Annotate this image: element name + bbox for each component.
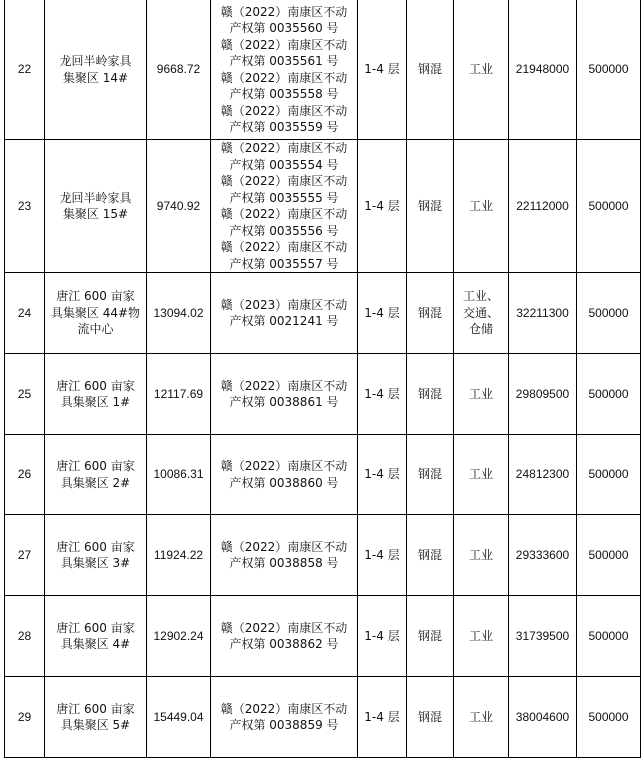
area-cell: 13094.02: [147, 273, 211, 354]
certificate-line: 赣（2023）南康区不动: [220, 297, 348, 312]
property-name-line: 龙回半岭家具: [59, 54, 132, 68]
usage-cell: [454, 596, 509, 677]
deposit-cell: 500000: [577, 354, 641, 435]
price-cell: 29333600: [509, 515, 577, 596]
row-number-cell: 23: [5, 140, 45, 273]
price-cell: 22112000: [509, 140, 577, 273]
usage-line: 工业: [468, 467, 493, 482]
structure-cell: 钢混: [407, 677, 454, 758]
certificate-line: 赣（2022）南康区不动: [220, 70, 348, 85]
area-cell: 9740.92: [147, 140, 211, 273]
certificate-line: 赣（2022）南康区不动: [220, 701, 348, 716]
certificate-line: 赣（2022）南康区不动: [220, 37, 348, 52]
property-name-line: 具集聚区 5#: [60, 718, 131, 732]
floors-cell: 1-4 层: [358, 0, 407, 140]
deposit-cell: 500000: [577, 273, 641, 354]
certificate-line: 产权第 0021241 号: [229, 314, 339, 328]
property-name-line: 龙回半岭家具: [59, 190, 132, 205]
table-row: [5, 677, 641, 758]
property-name-line: 唐江 600 亩家: [56, 701, 135, 716]
row-number-cell: 24: [5, 273, 45, 354]
table-row: [5, 0, 641, 140]
certificate-line: 产权第 0035561 号: [229, 54, 339, 68]
certificate-line: 产权第 0038858 号: [229, 556, 339, 570]
certificate-line: 产权第 0035560 号: [229, 21, 339, 35]
usage-line: 工业、: [462, 289, 499, 304]
structure-cell: 钢混: [407, 515, 454, 596]
structure-cell: 钢混: [407, 140, 454, 273]
structure-cell: 钢混: [407, 596, 454, 677]
usage-cell: [454, 354, 509, 435]
floors-cell: 1-4 层: [358, 354, 407, 435]
certificate-line: 赣（2022）南康区不动: [220, 207, 348, 221]
property-name-line: 唐江 600 亩家: [56, 459, 135, 473]
area-cell: 12117.69: [147, 354, 211, 435]
usage-line: 工业: [468, 547, 493, 562]
property-name-cell: [45, 140, 147, 273]
floors-cell: 1-4 层: [358, 596, 407, 677]
floors-cell: 1-4 层: [358, 140, 407, 273]
property-name-line: 唐江 600 亩家: [56, 378, 135, 393]
row-number-cell: 28: [5, 596, 45, 677]
certificate-line: 产权第 0038861 号: [229, 395, 339, 409]
certificate-line: 赣（2022）南康区不动: [220, 539, 348, 554]
price-cell: 38004600: [509, 677, 577, 758]
table-row: [5, 596, 641, 677]
structure-cell: 钢混: [407, 354, 454, 435]
property-name-line: 集聚区 15#: [62, 207, 129, 221]
area-cell: 12902.24: [147, 596, 211, 677]
usage-cell: [454, 273, 509, 354]
usage-line: 工业: [468, 709, 493, 724]
property-table: [4, 0, 641, 758]
floors-cell: 1-4 层: [358, 515, 407, 596]
property-name-line: 具集聚区 44#物: [50, 305, 141, 320]
certificate-line: 产权第 0038859 号: [229, 718, 339, 732]
structure-cell: 钢混: [407, 273, 454, 354]
certificate-cell: [211, 596, 358, 677]
property-name-line: 流中心: [77, 322, 114, 337]
row-number-cell: 25: [5, 354, 45, 435]
area-cell: 10086.31: [147, 435, 211, 515]
certificate-line: 赣（2022）南康区不动: [220, 240, 348, 254]
usage-line: 交通、: [462, 305, 499, 320]
property-name-line: 具集聚区 4#: [60, 637, 131, 651]
area-cell: 15449.04: [147, 677, 211, 758]
property-name-cell: [45, 0, 147, 140]
floors-cell: 1-4 层: [358, 273, 407, 354]
certificate-line: 产权第 0035559 号: [229, 120, 339, 134]
table-row: [5, 273, 641, 354]
certificate-cell: [211, 515, 358, 596]
property-name-line: 唐江 600 亩家: [56, 289, 135, 304]
property-name-cell: [45, 677, 147, 758]
certificate-cell: [211, 0, 358, 140]
certificate-line: 赣（2022）南康区不动: [220, 459, 348, 473]
certificate-line: 产权第 0035558 号: [229, 87, 339, 101]
property-name-line: 具集聚区 2#: [60, 475, 131, 490]
usage-line: 工业: [468, 62, 493, 77]
certificate-line: 赣（2022）南康区不动: [220, 378, 348, 393]
certificate-line: 赣（2022）南康区不动: [220, 620, 348, 635]
price-cell: 29809500: [509, 354, 577, 435]
price-cell: 32211300: [509, 273, 577, 354]
certificate-line: 赣（2022）南康区不动: [220, 141, 348, 155]
price-cell: 24812300: [509, 435, 577, 515]
table-body: [5, 0, 641, 758]
row-number-cell: 27: [5, 515, 45, 596]
price-cell: 31739500: [509, 596, 577, 677]
floors-cell: 1-4 层: [358, 677, 407, 758]
property-name-line: 集聚区 14#: [62, 70, 129, 85]
certificate-line: 产权第 0035557 号: [229, 256, 339, 271]
property-name-cell: [45, 596, 147, 677]
certificate-cell: [211, 273, 358, 354]
area-cell: 9668.72: [147, 0, 211, 140]
deposit-cell: 500000: [577, 596, 641, 677]
usage-line: 工业: [468, 386, 493, 401]
usage-line: 仓储: [468, 322, 493, 337]
certificate-line: 赣（2022）南康区不动: [220, 103, 348, 118]
row-number-cell: 22: [5, 0, 45, 140]
table-row: [5, 140, 641, 273]
property-name-cell: [45, 354, 147, 435]
deposit-cell: 500000: [577, 435, 641, 515]
deposit-cell: 500000: [577, 515, 641, 596]
deposit-cell: 500000: [577, 0, 641, 140]
table-row: [5, 515, 641, 596]
property-name-line: 具集聚区 1#: [60, 395, 131, 409]
certificate-line: 产权第 0038862 号: [229, 637, 339, 651]
floors-cell: 1-4 层: [358, 435, 407, 515]
property-name-cell: [45, 435, 147, 515]
structure-cell: 钢混: [407, 0, 454, 140]
certificate-cell: [211, 435, 358, 515]
usage-cell: [454, 0, 509, 140]
usage-cell: [454, 515, 509, 596]
usage-cell: [454, 140, 509, 273]
certificate-line: 产权第 0038860 号: [229, 475, 339, 490]
deposit-cell: 500000: [577, 677, 641, 758]
certificate-line: 赣（2022）南康区不动: [220, 174, 348, 188]
certificate-line: 赣（2022）南康区不动: [220, 4, 348, 19]
deposit-cell: 500000: [577, 140, 641, 273]
table-row: [5, 435, 641, 515]
certificate-cell: [211, 354, 358, 435]
certificate-line: 产权第 0035554 号: [229, 157, 339, 172]
certificate-cell: [211, 677, 358, 758]
usage-cell: [454, 677, 509, 758]
certificate-line: 产权第 0035555 号: [229, 190, 339, 205]
row-number-cell: 29: [5, 677, 45, 758]
certificate-line: 产权第 0035556 号: [229, 223, 339, 238]
row-number-cell: 26: [5, 435, 45, 515]
property-name-line: 唐江 600 亩家: [56, 620, 135, 635]
property-name-cell: [45, 515, 147, 596]
price-cell: 21948000: [509, 0, 577, 140]
certificate-cell: [211, 140, 358, 273]
structure-cell: 钢混: [407, 435, 454, 515]
usage-line: 工业: [468, 628, 493, 643]
table-row: [5, 354, 641, 435]
property-name-cell: [45, 273, 147, 354]
property-name-line: 具集聚区 3#: [60, 556, 131, 570]
usage-cell: [454, 435, 509, 515]
property-name-line: 唐江 600 亩家: [56, 539, 135, 554]
usage-line: 工业: [468, 198, 493, 213]
area-cell: 11924.22: [147, 515, 211, 596]
